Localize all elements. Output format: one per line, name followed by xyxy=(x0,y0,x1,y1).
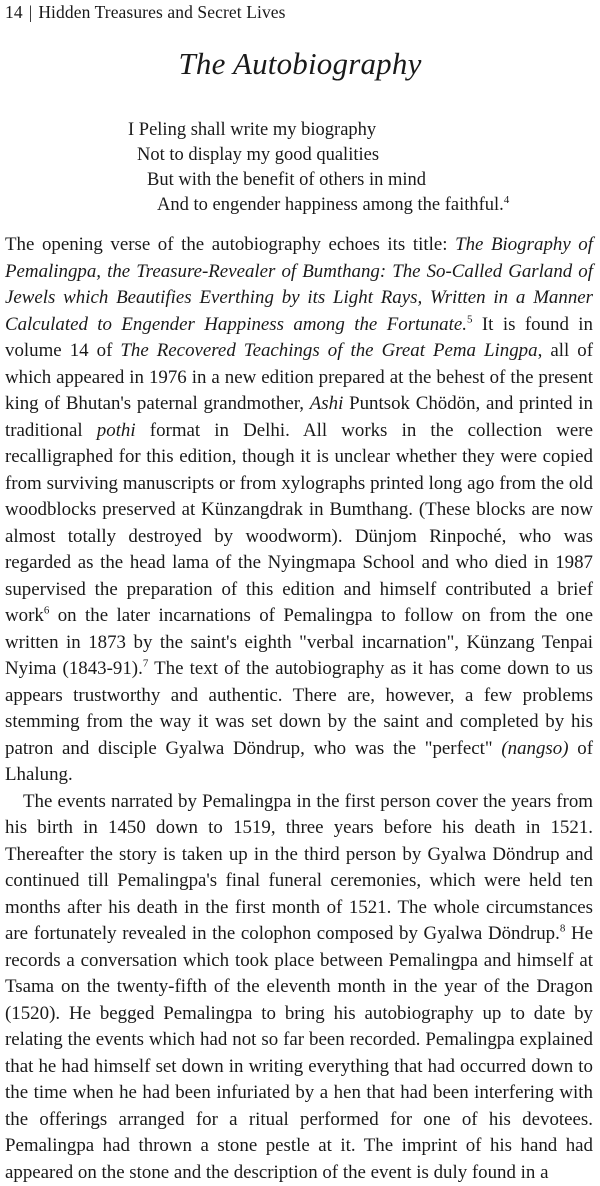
verse-line: Not to display my good qualities xyxy=(128,143,509,168)
italic-term: (nangso) xyxy=(501,738,568,759)
text-run: , all of which appeared in 1976 in a new edition prepared at the behest of the present king of Bhutan's paternal grandmother, xyxy=(5,340,593,414)
header-separator: | xyxy=(29,2,33,22)
running-title: Hidden Treasures and Secret Lives xyxy=(38,2,285,22)
opening-verse xyxy=(128,118,509,218)
italic-title: The Biography of Pemalingpa, the Treasure-Revealer of Bumthang: The So-Called Garland of Jewels which Beautifies Everthing by its Light Rays, Written in a Manner Calculated to Engender Happiness among the Fortunate. xyxy=(5,234,593,335)
paragraph xyxy=(5,232,593,789)
text-run: format in Delhi. All works in the collection were recalligraphed for this edition, though it is unclear whether they were copied from surviving manuscripts or from xylographs printed long ago from the old woodblocks preserved at Künzangdrak in Bumthang. (These blocks are now almost totally destroyed by woodworm). Dünjom Rinpoché, who was regarded as the head lama of the Nyingmapa School and who died in 1987 supervised the preparation of this edition and himself contributed a brief work xyxy=(5,420,593,627)
text-run: The text of the autobiography as it has come down to us appears trustworthy and authentic. There are, however, a few problems stemming from the way it was set down by the saint and completed by his patron and disciple Gyalwa Döndrup, who was the "perfect" xyxy=(5,658,593,759)
running-header xyxy=(5,2,286,23)
text-run: The events narrated by Pemalingpa in the first person cover the years from his birth in 1450 down to 1519, three years before his death in 1521. Thereafter the story is taken up in the third person by Gyalwa Döndrup and continued till Pemalingpa's final funeral ceremonies, which were held ten months after his death in the first month of 1521. The whole circumstances are fortunately revealed in the colophon composed by Gyalwa Döndrup. xyxy=(5,791,593,945)
italic-term: Ashi xyxy=(310,393,344,414)
text-run: It is found in volume 14 of xyxy=(5,314,593,362)
verse-line xyxy=(128,193,509,218)
footnote-marker: 5 xyxy=(467,313,473,325)
text-run: The opening verse of the autobiography echoes its title: xyxy=(5,234,455,255)
text-run: He records a conversation which took place between Pemalingpa and himself at Tsama on the twenty-fifth of the eleventh month in the year of the Dragon (1520). He begged Pemalingpa to bring his autobiography up to date by relating the events which had not so far been recorded. Pemalingpa explained that he had himself set down in writing everything that had occurred down to the time when he had been infuriated by a hen that had been interfering with the offerings arranged for a ritual performed for one of his devotees. Pemalingpa had thrown a stone pestle at it. The imprint of his hand had appeared on the stone and the description of the event is duly found in a xyxy=(5,923,593,1183)
text-run: Puntsok Chödön, and printed in traditional xyxy=(5,393,593,441)
verse-line: I Peling shall write my biography xyxy=(128,118,509,143)
body-text xyxy=(5,232,593,1186)
italic-term: pothi xyxy=(97,420,136,441)
footnote-marker: 7 xyxy=(143,658,149,670)
chapter-title: The Autobiography xyxy=(0,46,600,82)
verse-line-text: And to engender happiness among the faithful. xyxy=(157,195,504,215)
footnote-marker: 6 xyxy=(44,605,50,617)
verse-line: But with the benefit of others in mind xyxy=(128,168,509,193)
italic-title: The Recovered Teachings of the Great Pema Lingpa xyxy=(120,340,537,361)
footnote-marker: 4 xyxy=(504,194,510,206)
footnote-marker: 8 xyxy=(560,923,566,935)
text-run: on the later incarnations of Pemalingpa to follow on from the one written in 1873 by the saint's eighth "verbal incarnation", Künzang Tenpai Nyima (1843-91). xyxy=(5,605,593,679)
paragraph xyxy=(5,789,593,1186)
text-run: of Lhalung. xyxy=(5,738,593,786)
page-number: 14 xyxy=(5,2,23,22)
